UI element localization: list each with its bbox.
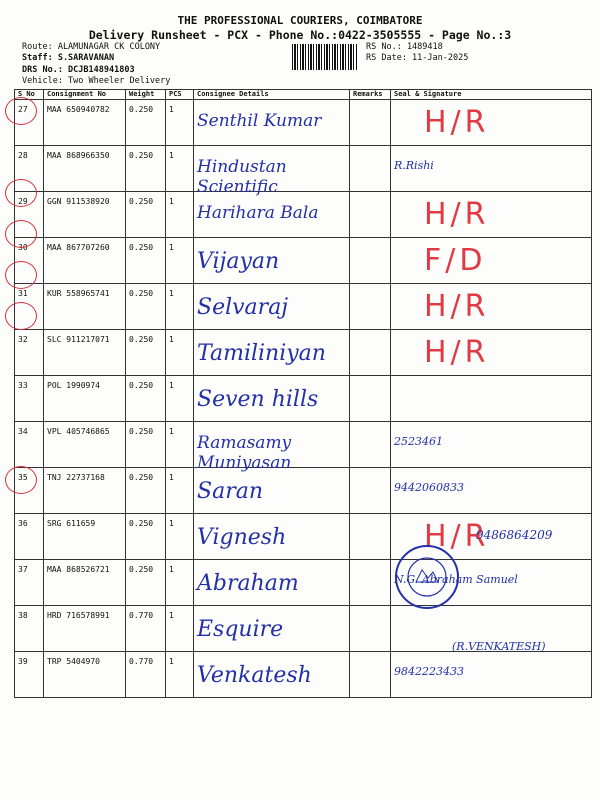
weight-cell-text: 0.770 xyxy=(129,657,154,666)
seal-cell-text: H/R xyxy=(424,335,490,370)
consignee-cell-text: Senthil Kumar xyxy=(197,111,322,131)
remarks-cell xyxy=(350,468,391,514)
pcs-cell xyxy=(166,238,194,284)
seal-cell xyxy=(391,192,592,238)
vehicle: Vehicle: Two Wheeler Delivery xyxy=(22,76,171,86)
sno-cell-text: 28 xyxy=(18,151,28,160)
consignee-cell xyxy=(194,376,350,422)
remarks-cell xyxy=(350,330,391,376)
sno-cell-text: 37 xyxy=(18,565,28,574)
weight-cell xyxy=(126,238,166,284)
seal-cell xyxy=(391,330,592,376)
weight-cell-text: 0.250 xyxy=(129,565,154,574)
sno-cell-text: 34 xyxy=(18,427,28,436)
runsheet-table xyxy=(14,89,592,698)
weight-cell-text: 0.250 xyxy=(129,519,154,528)
sno-cell xyxy=(15,422,44,468)
consignment-cell-text: TRP 5404970 xyxy=(47,657,100,666)
consignee-cell xyxy=(194,422,350,473)
consignee-cell xyxy=(194,606,350,652)
consignee-cell-text: Seven hills xyxy=(197,387,319,412)
consignee-cell xyxy=(194,238,350,284)
sno-cell-text: 30 xyxy=(18,243,28,252)
remarks-cell xyxy=(350,376,391,422)
remarks-cell xyxy=(350,422,391,468)
weight-cell xyxy=(126,100,166,146)
remarks-cell xyxy=(350,100,391,146)
table-row xyxy=(15,192,592,238)
consignee-cell xyxy=(194,514,350,560)
table-row xyxy=(15,422,592,468)
consignment-cell xyxy=(44,100,126,146)
consignment-cell xyxy=(44,146,126,192)
remarks-cell xyxy=(350,514,391,560)
consignee-cell-text: Hindustan Scientific xyxy=(197,157,287,197)
signatory-name: (R.VENKATESH) xyxy=(452,640,546,653)
staff: Staff: S.SARAVANAN xyxy=(22,53,115,63)
consignment-cell xyxy=(44,606,126,652)
pcs-cell xyxy=(166,284,194,330)
table-row xyxy=(15,330,592,376)
sno-cell xyxy=(15,560,44,606)
weight-cell xyxy=(126,514,166,560)
consignment-cell-text: KUR 558965741 xyxy=(47,289,110,298)
remarks-cell xyxy=(350,238,391,284)
consignee-cell-text: Venkatesh xyxy=(197,663,312,688)
seal-cell xyxy=(391,100,592,146)
sno-cell-text: 27 xyxy=(18,105,28,114)
pcs-cell xyxy=(166,330,194,376)
table-header-row xyxy=(15,90,592,100)
consignee-cell-text: Vignesh xyxy=(197,525,287,550)
remarks-cell xyxy=(350,146,391,192)
consignee-cell-text: Tamiliniyan xyxy=(197,341,326,366)
sno-cell xyxy=(15,330,44,376)
sno-cell xyxy=(15,606,44,652)
consignment-cell xyxy=(44,468,126,514)
table-row xyxy=(15,284,592,330)
col-pcs: PCS xyxy=(166,90,194,100)
sno-cell-text: 33 xyxy=(18,381,28,390)
consignee-cell-text: Harihara Bala xyxy=(197,203,319,223)
pcs-cell-text: 1 xyxy=(169,289,174,298)
consignee-cell-text: Vijayan xyxy=(197,249,280,274)
col-seal: Seal & Signature xyxy=(391,90,592,100)
pcs-cell-text: 1 xyxy=(169,243,174,252)
pcs-cell xyxy=(166,192,194,238)
pcs-cell xyxy=(166,146,194,192)
table-row xyxy=(15,652,592,698)
pcs-cell xyxy=(166,422,194,468)
runsheet-subtitle: Delivery Runsheet - PCX - Phone No.:0422-3505555 - Page No.:3 xyxy=(88,28,512,42)
weight-cell xyxy=(126,606,166,652)
weight-cell-text: 0.250 xyxy=(129,427,154,436)
remarks-cell xyxy=(350,192,391,238)
weight-cell xyxy=(126,146,166,192)
rs-number: RS No.: 1489418 xyxy=(366,42,443,52)
weight-cell xyxy=(126,376,166,422)
consignee-cell-text: Ramasamy Muniyasan xyxy=(197,433,292,473)
consignment-cell-text: TNJ 22737168 xyxy=(47,473,105,482)
check-circle xyxy=(5,179,37,207)
check-circle xyxy=(5,261,37,289)
weight-cell xyxy=(126,284,166,330)
sno-cell-text: 32 xyxy=(18,335,28,344)
consignment-cell xyxy=(44,422,126,468)
sno-cell-text: 39 xyxy=(18,657,28,666)
remarks-cell xyxy=(350,560,391,606)
seal-cell xyxy=(391,422,592,468)
seal-cell-text: 2523461 xyxy=(394,435,443,448)
sno-cell-text: 29 xyxy=(18,197,28,206)
seal-cell-text: F/D xyxy=(424,243,487,278)
consignee-cell xyxy=(194,560,350,606)
seal-cell-text: H/R xyxy=(424,105,490,140)
check-circle xyxy=(5,466,37,494)
consignee-cell xyxy=(194,146,350,197)
seal-cell-text: N.G. Abraham Samuel xyxy=(394,573,518,586)
weight-cell-text: 0.250 xyxy=(129,381,154,390)
seal-cell-text: 9442060833 xyxy=(394,481,464,494)
weight-cell-text: 0.250 xyxy=(129,335,154,344)
sno-cell xyxy=(15,376,44,422)
weight-cell xyxy=(126,652,166,698)
pcs-cell-text: 1 xyxy=(169,519,174,528)
pcs-cell-text: 1 xyxy=(169,151,174,160)
consignee-cell xyxy=(194,192,350,238)
sno-cell xyxy=(15,652,44,698)
pcs-cell-text: 1 xyxy=(169,105,174,114)
seal-cell-text: H/R xyxy=(424,519,490,554)
consignment-cell-text: GGN 911538920 xyxy=(47,197,110,206)
pcs-cell-text: 1 xyxy=(169,427,174,436)
consignment-cell-text: MAA 868966350 xyxy=(47,151,110,160)
sno-cell-text: 31 xyxy=(18,289,28,298)
seal-cell-text: H/R xyxy=(424,197,490,232)
phone-note: 9486864209 xyxy=(476,528,553,542)
weight-cell xyxy=(126,468,166,514)
pcs-cell xyxy=(166,468,194,514)
col-remarks: Remarks xyxy=(350,90,391,100)
consignment-cell xyxy=(44,652,126,698)
seal-cell xyxy=(391,238,592,284)
barcode xyxy=(292,44,358,70)
seal-cell xyxy=(391,468,592,514)
consignment-cell-text: SLC 911217071 xyxy=(47,335,110,344)
weight-cell-text: 0.250 xyxy=(129,473,154,482)
consignment-cell xyxy=(44,284,126,330)
pcs-cell xyxy=(166,560,194,606)
drs-number: DRS No.: DCJB148941803 xyxy=(22,65,135,75)
pcs-cell-text: 1 xyxy=(169,197,174,206)
pcs-cell xyxy=(166,514,194,560)
weight-cell-text: 0.770 xyxy=(129,611,154,620)
rs-date: RS Date: 11-Jan-2025 xyxy=(366,53,469,63)
seal-cell xyxy=(391,652,592,698)
consignment-cell-text: MAA 650940782 xyxy=(47,105,110,114)
check-circle xyxy=(5,97,37,125)
consignment-cell xyxy=(44,560,126,606)
weight-cell xyxy=(126,422,166,468)
remarks-cell xyxy=(350,284,391,330)
consignee-cell-text: Esquire xyxy=(197,617,284,642)
consignee-cell xyxy=(194,330,350,376)
col-sno: S No xyxy=(15,90,44,100)
company-title: THE PROFESSIONAL COURIERS, COIMBATORE xyxy=(177,14,423,27)
col-weight: Weight xyxy=(126,90,166,100)
table-row xyxy=(15,376,592,422)
col-consignment: Consignment No xyxy=(44,90,126,100)
pcs-cell xyxy=(166,100,194,146)
consignee-cell-text: Saran xyxy=(197,479,263,504)
sno-cell xyxy=(15,514,44,560)
sno-cell-text: 36 xyxy=(18,519,28,528)
table-row xyxy=(15,100,592,146)
pcs-cell-text: 1 xyxy=(169,381,174,390)
table-row xyxy=(15,146,592,192)
route: Route: ALAMUNAGAR CK COLONY xyxy=(22,42,161,52)
sno-cell-text: 35 xyxy=(18,473,28,482)
consignee-cell xyxy=(194,468,350,514)
pcs-cell xyxy=(166,652,194,698)
table-row xyxy=(15,238,592,284)
remarks-cell xyxy=(350,606,391,652)
weight-cell-text: 0.250 xyxy=(129,243,154,252)
pcs-cell-text: 1 xyxy=(169,565,174,574)
check-circle xyxy=(5,302,37,330)
consignment-cell-text: SRG 611659 xyxy=(47,519,96,528)
pcs-cell xyxy=(166,606,194,652)
pcs-cell-text: 1 xyxy=(169,335,174,344)
consignment-cell-text: MAA 868526721 xyxy=(47,565,110,574)
seal-cell xyxy=(391,146,592,192)
pcs-cell-text: 1 xyxy=(169,473,174,482)
consignment-cell-text: HRD 716578991 xyxy=(47,611,110,620)
consignment-cell-text: MAA 867707260 xyxy=(47,243,110,252)
company-seal-stamp xyxy=(392,542,462,612)
weight-cell-text: 0.250 xyxy=(129,289,154,298)
consignment-cell xyxy=(44,514,126,560)
consignee-cell-text: Abraham xyxy=(197,571,299,596)
pcs-cell-text: 1 xyxy=(169,611,174,620)
consignee-cell xyxy=(194,100,350,146)
pcs-cell-text: 1 xyxy=(169,657,174,666)
check-circle xyxy=(5,220,37,248)
consignment-cell xyxy=(44,238,126,284)
seal-cell-text: R.Rishi xyxy=(394,159,434,172)
consignment-cell-text: POL 1990974 xyxy=(47,381,100,390)
consignment-cell xyxy=(44,330,126,376)
seal-cell-text: 9842223433 xyxy=(394,665,464,678)
sno-cell-text: 38 xyxy=(18,611,28,620)
consignee-cell xyxy=(194,284,350,330)
col-consignee: Consignee Details xyxy=(194,90,350,100)
weight-cell-text: 0.250 xyxy=(129,151,154,160)
table-row xyxy=(15,560,592,606)
seal-cell xyxy=(391,284,592,330)
remarks-cell xyxy=(350,652,391,698)
consignee-cell xyxy=(194,652,350,698)
seal-cell xyxy=(391,376,592,422)
pcs-cell xyxy=(166,376,194,422)
weight-cell-text: 0.250 xyxy=(129,197,154,206)
seal-cell-text: H/R xyxy=(424,289,490,324)
consignment-cell xyxy=(44,192,126,238)
table-row xyxy=(15,468,592,514)
consignment-cell-text: VPL 405746865 xyxy=(47,427,110,436)
weight-cell xyxy=(126,560,166,606)
consignment-cell xyxy=(44,376,126,422)
consignee-cell-text: Selvaraj xyxy=(197,295,289,320)
weight-cell-text: 0.250 xyxy=(129,105,154,114)
weight-cell xyxy=(126,330,166,376)
weight-cell xyxy=(126,192,166,238)
